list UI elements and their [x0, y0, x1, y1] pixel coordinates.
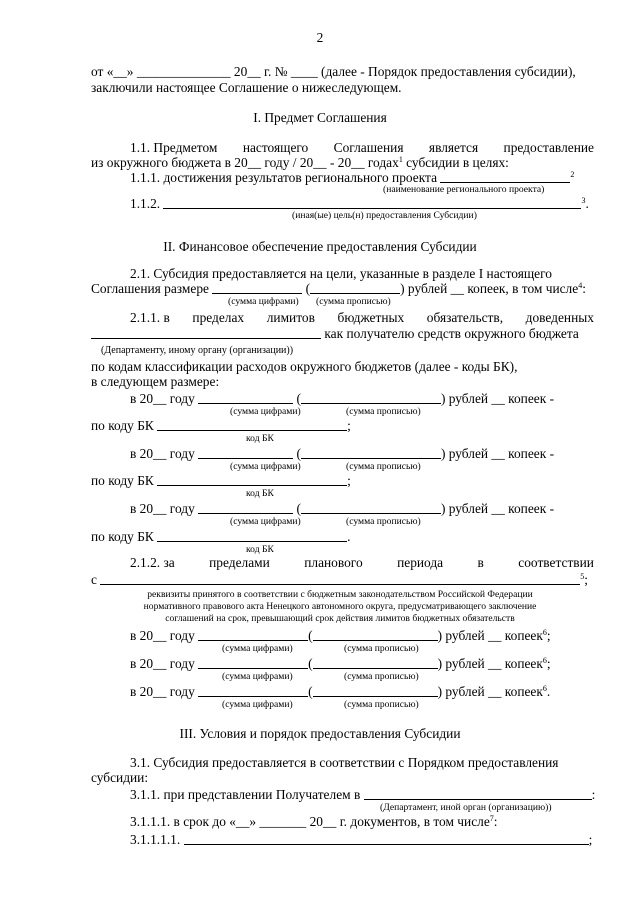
document-field[interactable] [184, 832, 589, 845]
section-3-title: III. Условия и порядок предоставления Субсидии [179, 726, 461, 741]
caption-digits: (сумма цифрами) [230, 406, 301, 417]
paragraph-3-1-1: 3.1.1. при представлении Получателем в : [130, 787, 596, 802]
section-2-title: II. Финансовое обеспечение предоставления Субсидии [163, 239, 477, 254]
paragraph-1-1-2: 1.1.2. $^3$. [130, 196, 589, 211]
paragraph-2-1-1-line-1 [130, 310, 594, 326]
footnote-ref: 5 [580, 572, 585, 581]
word: Соглашения [333, 140, 404, 155]
bk-row-3: по коду БК . [91, 529, 351, 544]
paragraph-2-1-line-2: Соглашения размере ( ) рублей __ копеек, в том числе$^4$: [91, 281, 586, 296]
word: в [477, 555, 484, 570]
caption-words: (сумма прописью) [346, 461, 421, 472]
word: обязательств, [426, 310, 504, 325]
paragraph-2-1-2-line-1 [130, 555, 594, 571]
caption-legal-act-1: реквизиты принятого в соответствии с бюджетным законодательством Российской Федерации [147, 589, 533, 600]
paragraph-3-1-line-2: субсидии: [91, 770, 149, 785]
amount-digits-field[interactable] [212, 281, 302, 294]
year2-1-digits-field[interactable] [198, 628, 308, 641]
section-1-title: I. Предмет Соглашения [253, 110, 387, 125]
paragraph-2-1-1-line-3: по кодам классификации расходов окружного бюджетов (далее - коды БК), [91, 359, 518, 374]
word: 2.1.1. в [130, 310, 170, 325]
footnote-ref: 6 [542, 684, 547, 693]
bk-row-1: по коду БК ; [91, 418, 351, 433]
caption-words: (сумма прописью) [346, 406, 421, 417]
caption-bk: код БК [246, 488, 274, 499]
other-purpose-field[interactable] [163, 196, 581, 209]
caption-digits: (сумма цифрами) [222, 671, 293, 682]
year2-row-3: в 20__ году ( ) рублей __ копеек$^6$. [130, 684, 551, 699]
paragraph-3-1-1-1: 3.1.1.1. в срок до «__» _______ 20__ г. документов, в том числе$^7$: [130, 814, 498, 829]
word: предоставление [503, 140, 594, 155]
bk-code-2-field[interactable] [157, 473, 347, 486]
word: доведенных [525, 310, 594, 325]
year2-3-digits-field[interactable] [198, 684, 308, 697]
amount-words-field[interactable] [310, 281, 400, 294]
paragraph-2-1-1-line-4: в следующем размере: [91, 374, 220, 389]
footnote-ref: 3 [581, 196, 586, 205]
page-number: 2 [316, 30, 324, 45]
year2-1-words-field[interactable] [313, 628, 438, 641]
paragraph-2-1-1-line-2: как получателю средств окружного бюджета [91, 326, 579, 342]
department-submit-field[interactable] [364, 787, 592, 800]
word: настоящего [242, 140, 309, 155]
paragraph-3-1-line-1: 3.1. Субсидия предоставляется в соответствии с Порядком предоставления [130, 755, 559, 770]
caption-digits: (сумма цифрами) [222, 699, 293, 710]
project-name-field[interactable] [440, 170, 570, 183]
caption-legal-act-2: нормативного правового акта Ненецкого автономного округа, предусматривающего заключение [143, 601, 537, 612]
footnote-ref: 1 [398, 155, 403, 164]
paragraph-1-1-line-2: из окружного бюджета в 20__ году / 20__ - 20__ годах$^1$ субсидии в целях: [91, 155, 509, 170]
word: 2.1.2. за [130, 555, 175, 570]
year2-3-words-field[interactable] [313, 684, 438, 697]
caption-words: (сумма прописью) [344, 671, 419, 682]
caption-words: (сумма прописью) [344, 643, 419, 654]
year-2-digits-field[interactable] [198, 446, 293, 459]
footnote-ref: 6 [542, 656, 547, 665]
year-row-1: в 20__ году ( ) рублей __ копеек - [130, 391, 555, 406]
word: соответствии [518, 555, 594, 570]
paragraph-1-1-1: 1.1.1. достижения результатов регионального проекта $^2$ [130, 170, 575, 185]
word: 1.1. Предметом [130, 140, 218, 155]
year-3-words-field[interactable] [301, 501, 441, 514]
paragraph-1-1-line-1 [130, 140, 594, 156]
caption-digits: (сумма цифрами) [230, 516, 301, 527]
caption-department-submit: (Департамент, иной орган (организацию)) [380, 802, 552, 813]
bk-row-2: по коду БК ; [91, 473, 351, 488]
legal-act-field[interactable] [100, 572, 580, 585]
year-2-words-field[interactable] [301, 446, 441, 459]
year-1-digits-field[interactable] [198, 391, 293, 404]
footnote-ref: 4 [578, 281, 583, 290]
footnote-ref: 2 [570, 170, 575, 179]
caption-department: (Департаменту, иному органу (организации)) [101, 345, 294, 356]
word: планового [304, 555, 363, 570]
intro-line-1: от «__» ______________ 20__ г. № ____ (далее - Порядок предоставления субсидии), [91, 64, 576, 79]
caption-digits: (сумма цифрами) [222, 643, 293, 654]
year-3-digits-field[interactable] [198, 501, 293, 514]
bk-code-1-field[interactable] [157, 418, 347, 431]
department-field[interactable] [91, 326, 321, 339]
year2-2-words-field[interactable] [313, 656, 438, 669]
footnote-ref: 7 [489, 814, 494, 823]
paragraph-2-1-2-line-2: с $^5$; [91, 572, 589, 587]
paragraph-2-1-line-1: 2.1. Субсидия предоставляется на цели, указанные в разделе I настоящего [130, 266, 552, 281]
paragraph-3-1-1-1-1: 3.1.1.1.1. ; [130, 832, 593, 847]
caption-digits: (сумма цифрами) [228, 296, 299, 307]
word: пределами [209, 555, 270, 570]
caption-legal-act-3: соглашений на срок, превышающий срок действия лимитов бюджетных обязательств [165, 613, 515, 624]
caption-words: (сумма прописью) [316, 296, 391, 307]
bk-code-3-field[interactable] [157, 529, 347, 542]
year2-row-2: в 20__ году ( ) рублей __ копеек$^6$; [130, 656, 551, 671]
year2-2-digits-field[interactable] [198, 656, 308, 669]
caption-digits: (сумма цифрами) [230, 461, 301, 472]
year2-row-1: в 20__ году ( ) рублей __ копеек$^6$; [130, 628, 551, 643]
caption-words: (сумма прописью) [344, 699, 419, 710]
caption-other-purpose: (иная(ые) цель(н) предоставления Субсидии) [292, 210, 477, 221]
word: пределах [192, 310, 245, 325]
caption-bk: код БК [246, 433, 274, 444]
caption-bk: код БК [246, 544, 274, 555]
year-row-2: в 20__ году ( ) рублей __ копеек - [130, 446, 555, 461]
word: бюджетных [337, 310, 405, 325]
word: является [428, 140, 479, 155]
year-1-words-field[interactable] [301, 391, 441, 404]
word: периода [397, 555, 444, 570]
caption-words: (сумма прописью) [346, 516, 421, 527]
intro-line-2: заключили настоящее Соглашение о нижеследующем. [91, 80, 402, 95]
footnote-ref: 6 [542, 628, 547, 637]
year-row-3: в 20__ году ( ) рублей __ копеек - [130, 501, 555, 516]
caption-project-name: (наименование регионального проекта) [383, 184, 545, 195]
word: лимитов [266, 310, 315, 325]
